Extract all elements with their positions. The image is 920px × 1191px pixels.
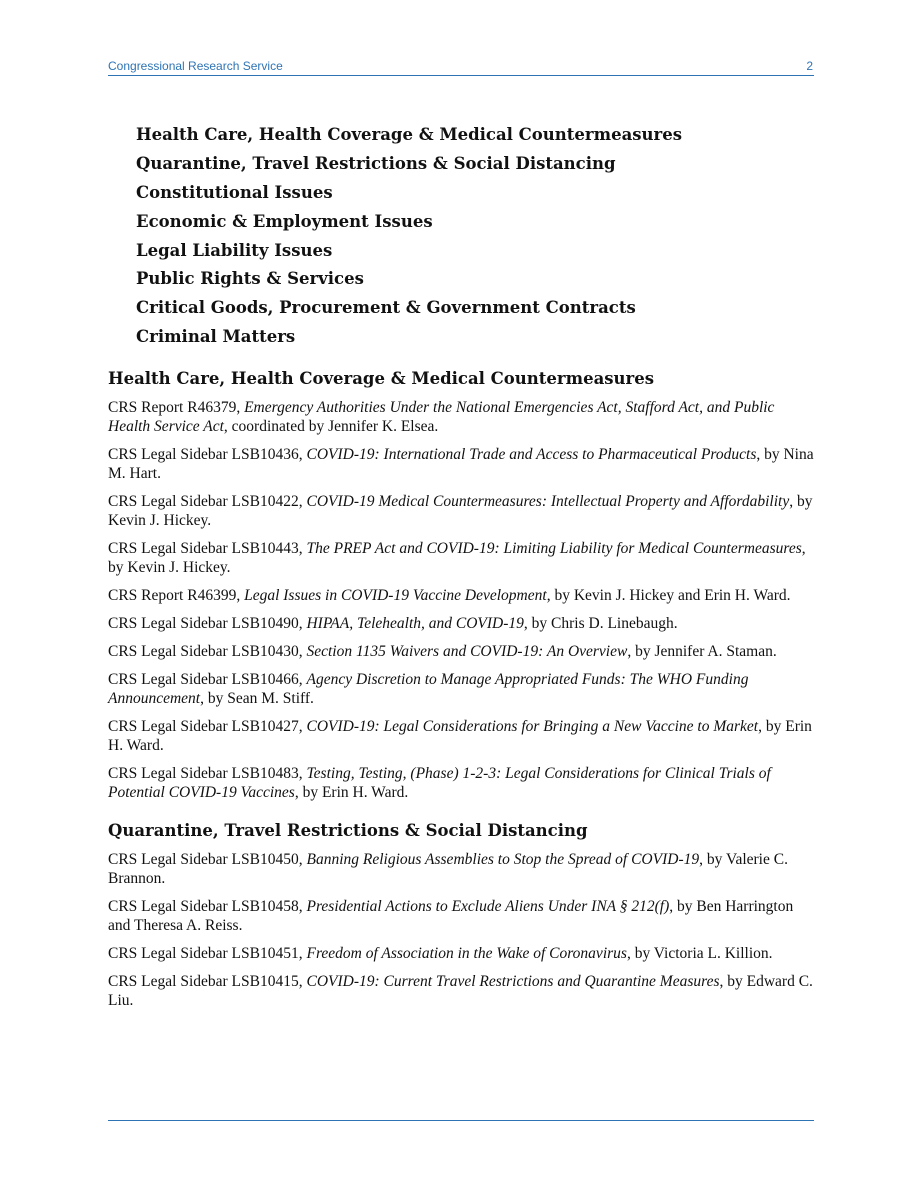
topic-link[interactable]: Criminal Matters [136, 327, 296, 347]
report-entry: CRS Legal Sidebar LSB10436, COVID-19: International Trade and Access to Pharmaceutical Products, by Nina M. Hart. [108, 446, 814, 482]
document-body [108, 368, 814, 1019]
report-entry: CRS Legal Sidebar LSB10466, Agency Discretion to Manage Appropriated Funds: The WHO Funding Announcement, by Sean M. Stiff. [108, 671, 749, 707]
report-entry: CRS Legal Sidebar LSB10450, Banning Religious Assemblies to Stop the Spread of COVID-19, by Valerie C. Brannon. [108, 851, 788, 887]
topic-link[interactable]: Constitutional Issues [136, 182, 333, 202]
report-entry: CRS Report R46379, Emergency Authorities Under the National Emergencies Act, Stafford Act, and Public Health Service Act, coordinated by Jennifer K. Elsea. [108, 399, 775, 435]
topic-link[interactable]: Quarantine, Travel Restrictions & Social Distancing [136, 153, 616, 173]
topic-link[interactable]: Public Rights & Services [136, 269, 364, 289]
page-header [108, 58, 814, 76]
report-entry: CRS Legal Sidebar LSB10490, HIPAA, Telehealth, and COVID-19, by Chris D. Linebaugh. [108, 615, 678, 632]
topic-link[interactable]: Legal Liability Issues [136, 240, 333, 260]
report-entry: CRS Legal Sidebar LSB10451, Freedom of Association in the Wake of Coronavirus, by Victoria L. Killion. [108, 945, 773, 962]
report-entry: CRS Legal Sidebar LSB10443, The PREP Act and COVID-19: Limiting Liability for Medical Countermeasures, by Kevin J. Hickey. [108, 540, 806, 576]
page-footer-rule [108, 1120, 814, 1121]
topic-list [136, 124, 682, 355]
section-heading: Health Care, Health Coverage & Medical Countermeasures [108, 369, 655, 388]
report-entry: CRS Report R46399, Legal Issues in COVID-19 Vaccine Development, by Kevin J. Hickey and Erin H. Ward. [108, 587, 791, 604]
report-entry: CRS Legal Sidebar LSB10415, COVID-19: Current Travel Restrictions and Quarantine Measures, by Edward C. Liu. [108, 973, 813, 1009]
report-entry: CRS Legal Sidebar LSB10422, COVID-19 Medical Countermeasures: Intellectual Property and Affordability, by Kevin J. Hickey. [108, 493, 813, 529]
topic-link[interactable]: Economic & Employment Issues [136, 211, 433, 231]
report-entry: CRS Legal Sidebar LSB10430, Section 1135 Waivers and COVID-19: An Overview, by Jennifer A. Staman. [108, 643, 777, 660]
report-entry: CRS Legal Sidebar LSB10458, Presidential Actions to Exclude Aliens Under INA § 212(f), by Ben Harrington and Theresa A. Reiss. [108, 898, 794, 934]
topic-link[interactable]: Critical Goods, Procurement & Government Contracts [136, 298, 636, 318]
header-page-number: 2 [806, 59, 813, 73]
header-organization: Congressional Research Service [108, 59, 283, 73]
topic-link[interactable]: Health Care, Health Coverage & Medical Countermeasures [136, 125, 683, 144]
report-entry: CRS Legal Sidebar LSB10483, Testing, Testing, (Phase) 1-2-3: Legal Considerations for Clinical Trials of Potential COVID-19 Vaccines, by Erin H. Ward. [108, 765, 771, 801]
report-entry: CRS Legal Sidebar LSB10427, COVID-19: Legal Considerations for Bringing a New Vaccine to Market, by Erin H. Ward. [108, 718, 812, 754]
section-heading: Quarantine, Travel Restrictions & Social Distancing [108, 821, 588, 840]
